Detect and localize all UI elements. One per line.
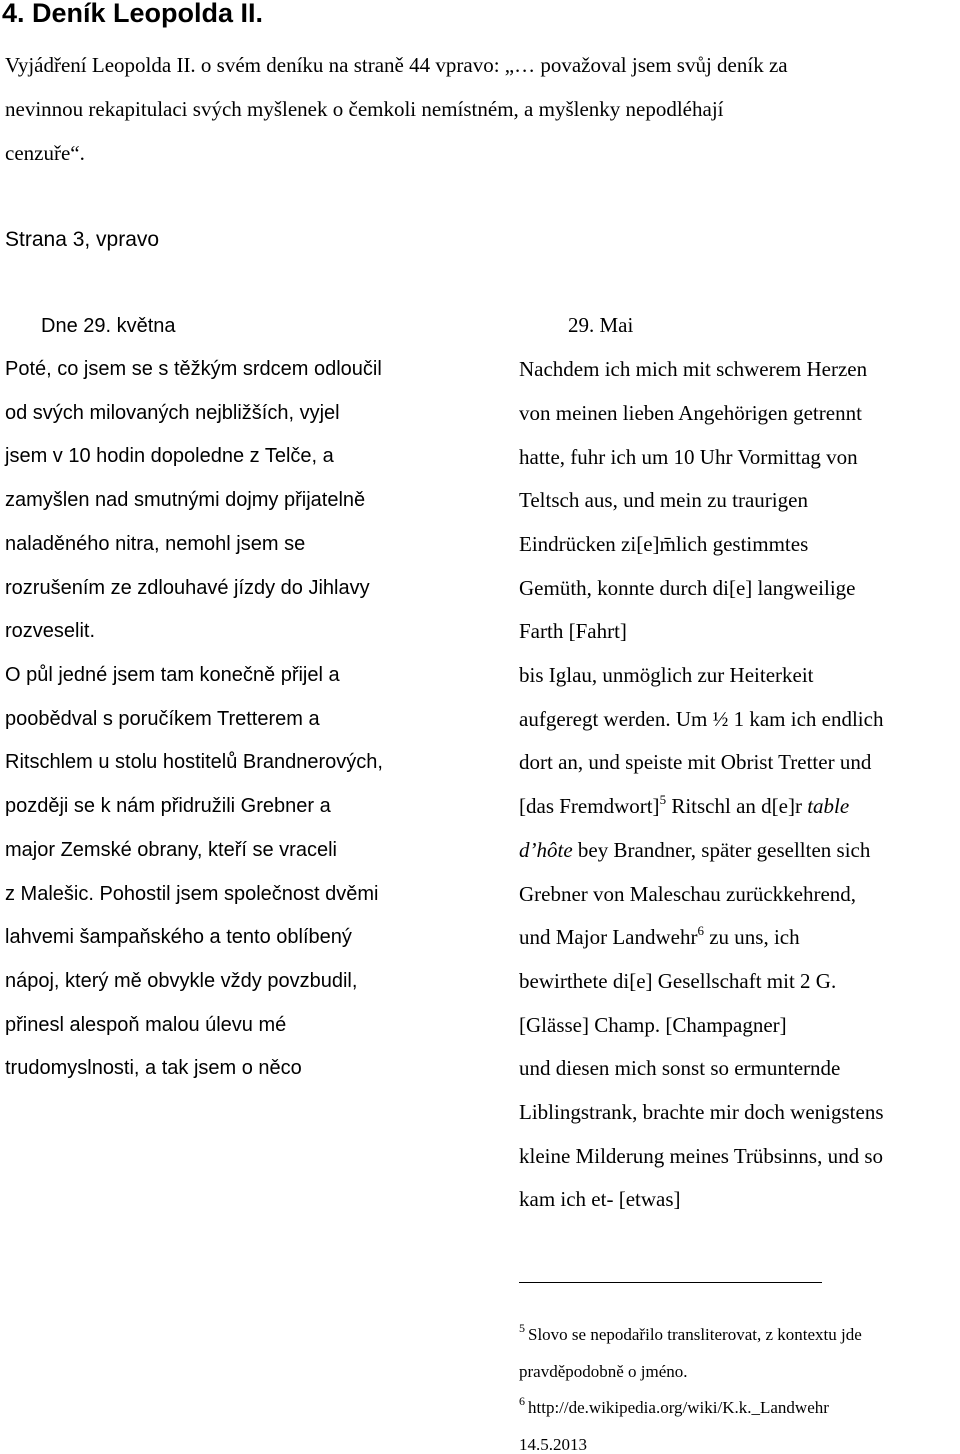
- czech-line: z Malešic. Pohostil jsem společnost dvěmi: [5, 883, 379, 905]
- german-line-fremdwort: [519, 792, 850, 818]
- page-date: 14.5.2013: [519, 1435, 587, 1454]
- german-line: aufgeregt werden. Um ½ 1 kam ich endlich: [519, 707, 884, 731]
- german-text: und Major Landwehr: [519, 925, 698, 949]
- footnote-ref-6: 6: [697, 923, 704, 938]
- czech-line: lahvemi šampaňského a tento oblíbený: [5, 926, 352, 948]
- czech-line: Ritschlem u stolu hostitelů Brandnerových,: [5, 751, 383, 773]
- czech-line: O půl jedné jsem tam konečně přijel a: [5, 664, 340, 686]
- footnote-text: Slovo se nepodařilo transliterovat, z kontextu jde: [528, 1325, 862, 1344]
- czech-line: poobědval s poručíkem Tretterem a: [5, 708, 320, 730]
- czech-line: jsem v 10 hodin dopoledne z Telče, a: [5, 445, 334, 467]
- german-line: hatte, fuhr ich um 10 Uhr Vormittag von: [519, 445, 858, 469]
- footnote-6: [519, 1394, 829, 1417]
- czech-line: rozveselit.: [5, 620, 96, 642]
- german-italic-text: table: [807, 794, 850, 818]
- intro-line-2: nevinnou rekapitulaci svých myšlenek o čemkoli nemístném, a myšlenky nepodléhají: [5, 97, 724, 121]
- german-line: und diesen mich sonst so ermunternde: [519, 1056, 841, 1080]
- german-line: dort an, und speiste mit Obrist Tretter und: [519, 750, 872, 774]
- german-text: bey Brandner, später gesellten sich: [572, 838, 871, 862]
- footnote-number: 5: [519, 1321, 525, 1335]
- german-line-landwehr: [519, 923, 800, 949]
- section-heading: Strana 3, vpravo: [5, 228, 160, 251]
- czech-line: nápoj, který mě obvykle vždy povzbudil,: [5, 970, 358, 992]
- footnote-divider: [519, 1282, 822, 1283]
- intro-line-3: cenzuře“.: [5, 141, 85, 165]
- german-line-hote: [519, 840, 870, 861]
- german-text: [das Fremdwort]: [519, 794, 660, 818]
- german-line: kam ich et- [etwas]: [519, 1187, 681, 1211]
- czech-line: zamyšlen nad smutnými dojmy přijatelně: [5, 489, 366, 511]
- footnote-ref-5: 5: [659, 792, 667, 807]
- german-line: [Glässe] Champ. [Champagner]: [519, 1013, 787, 1037]
- german-line: bewirthete di[e] Gesellschaft mit 2 G.: [519, 969, 837, 993]
- czech-line: rozrušením ze zdlouhavé jízdy do Jihlavy: [5, 577, 370, 599]
- czech-line: naladěného nitra, nemohl jsem se: [5, 533, 306, 555]
- czech-line: od svých milovaných nejbližších, vyjel: [5, 402, 340, 424]
- footnote-link[interactable]: http://de.wikipedia.org/wiki/K.k._Landwehr: [528, 1398, 829, 1417]
- german-line: Eindrücken zi[e]m̄lich gestimmtes: [519, 532, 809, 556]
- footnote-5-continuation: pravděpodobně o jméno.: [519, 1362, 688, 1381]
- czech-line: přinesl alespoň malou úlevu mé: [5, 1014, 287, 1036]
- german-italic-text: d’hôte: [519, 838, 573, 862]
- footnote-number: 6: [519, 1394, 525, 1408]
- page-title: 4. Deník Leopolda II.: [2, 0, 264, 28]
- czech-date: Dne 29. května: [41, 315, 176, 337]
- german-line: kleine Milderung meines Trübsinns, und so: [519, 1144, 884, 1168]
- german-line: Liblingstrank, brachte mir doch wenigstens: [519, 1100, 884, 1124]
- german-line: Nachdem ich mich mit schwerem Herzen: [519, 357, 868, 381]
- intro-line-1: Vyjádření Leopolda II. o svém deníku na straně 44 vpravo: „… považoval jsem svůj deník za: [5, 53, 788, 77]
- czech-line: později se k nám přidružili Grebner a: [5, 795, 331, 817]
- german-line: Teltsch aus, und mein zu traurigen: [519, 488, 808, 512]
- german-line: Gemüth, konnte durch di[e] langweilige: [519, 576, 856, 600]
- german-line: von meinen lieben Angehörigen getrennt: [519, 401, 862, 425]
- footnote-5: [519, 1321, 862, 1344]
- german-text: Ritschl an d[e]r: [666, 794, 808, 818]
- german-text: zu uns, ich: [703, 925, 800, 949]
- czech-line: Poté, co jsem se s těžkým srdcem odloučil: [5, 358, 382, 380]
- german-line: bis Iglau, unmöglich zur Heiterkeit: [519, 663, 814, 687]
- german-line: Grebner von Maleschau zurückkehrend,: [519, 882, 857, 906]
- czech-line: major Zemské obrany, kteří se vraceli: [5, 839, 337, 861]
- czech-line: trudomyslnosti, a tak jsem o něco: [5, 1057, 302, 1079]
- german-line: Farth [Fahrt]: [519, 619, 627, 643]
- german-date: 29. Mai: [568, 313, 634, 337]
